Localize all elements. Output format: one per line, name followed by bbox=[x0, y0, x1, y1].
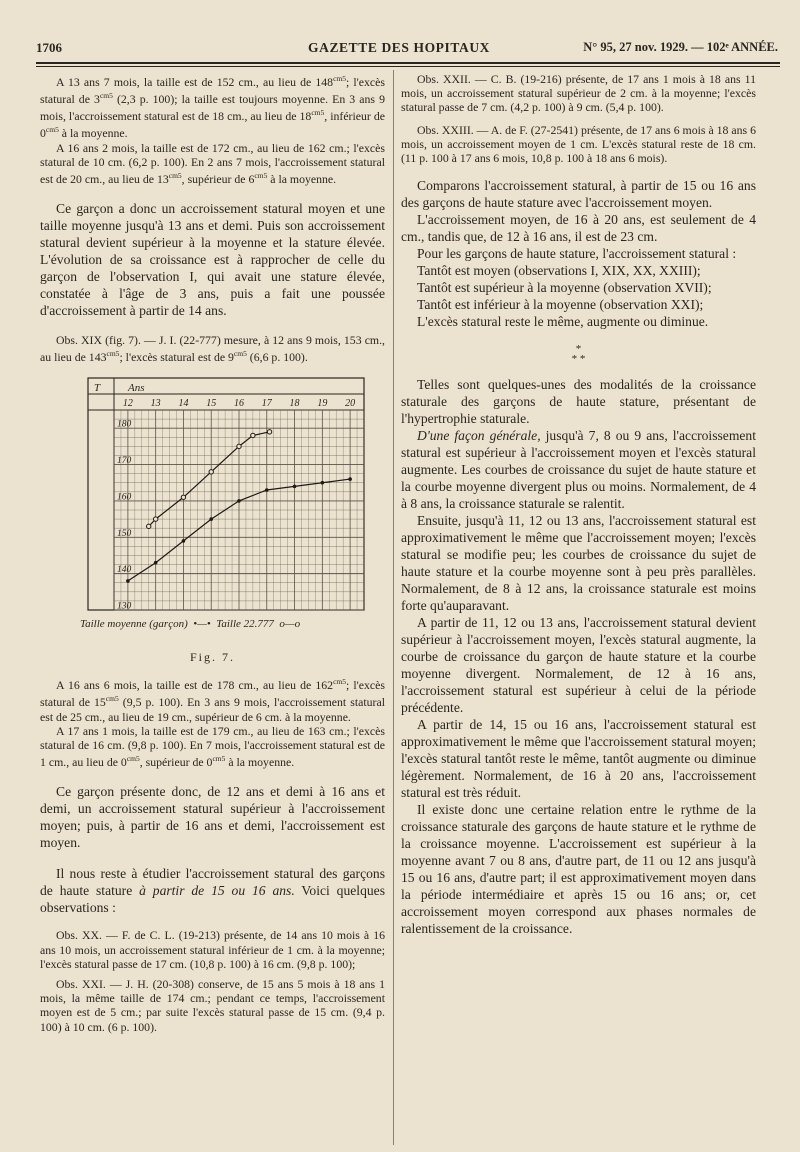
paragraph-right-10: Telles sont quelques-unes des modalités de la croissance staturale des garçons de haute stature, présentant de l'hypertrophie staturale. bbox=[401, 377, 756, 427]
chart-legend bbox=[80, 618, 300, 630]
corner-label: T bbox=[94, 382, 101, 395]
paragraph-left-2: A 16 ans 2 mois, la taille est de 172 cm., au lieu de 162 cm.; l'excès statural de 10 cm. (6,2 p. 100). En 2 ans 7 mois, l'accroissement statural est de 20 cm., au lieu de $13^{cm5}$, supérieur de $6^{cm5}$ à la moyenne. bbox=[40, 140, 385, 186]
y-tick-label: 160 bbox=[117, 492, 132, 503]
page-number: 1706 bbox=[36, 40, 62, 55]
issue-info: N° 95, 27 nov. 1929. — 102ᵉ ANNÉE. bbox=[583, 40, 778, 54]
y-tick-label: 140 bbox=[117, 565, 132, 576]
paragraph-left-6: A 17 ans 1 mois, la taille est de 179 cm., au lieu de 163 cm.; l'excès statural de 16 cm. (9,8 p. 100). En 7 mois, l'accroissement statural est de 1 cm., au lieu de $0^{cm5}$, supérieur de $0^{cm5}$ à la moyenne. bbox=[40, 723, 385, 770]
series-subject-line bbox=[149, 432, 270, 527]
paragraph-right-3: Comparons l'accroissement statural, à partir de 15 ou 16 ans des garçons de haute stature avec l'accroissement moyen. bbox=[401, 178, 756, 211]
subject-point bbox=[237, 445, 241, 449]
paragraph-left-7: Ce garçon présente donc, de 12 ans et demi à 16 ans et demi, un accroissement statural supérieur à l'accroissement moyen; puis, à partir de 16 ans et demi, l'accroissement est moyen. bbox=[40, 784, 385, 851]
paragraph-right-4: L'accroissement moyen, de 16 à 20 ans, est seulement de 4 cm., tandis que, de 12 à 16 ans, il est de 23 cm. bbox=[401, 212, 756, 245]
subject-point bbox=[267, 430, 271, 434]
paragraph-right-5: Pour les garçons de haute stature, l'accroissement statural : bbox=[417, 246, 737, 262]
x-tick-label: 14 bbox=[178, 398, 189, 410]
obs-xxi: Obs. XXI. — J. H. (20-308) conserve, de 15 ans 5 mois à 18 ans 1 mois, la même taille de 174 cm.; pendant ce temps, l'accroissement moyen est de 5 cm.; par suite l'excès statural passe de 15 cm. (9,4 p. 100) à 10 cm. (6 p. 100). bbox=[40, 976, 385, 1034]
obs-xxiii: Obs. XXIII. — A. de F. (27-2541) présente, de 17 ans 6 mois à 18 ans 6 mois, un accroissement moyen de 1 cm. L'excès statural reste de 18 cm. (11 p. 100 à 17 ans 6 mois, 10,8 p. 100 à 18 ans 6 mois). bbox=[401, 122, 756, 166]
header-rule bbox=[36, 62, 780, 64]
column-divider bbox=[393, 70, 394, 1145]
mean-point bbox=[321, 481, 325, 485]
subject-point bbox=[251, 434, 255, 438]
subject-point bbox=[181, 495, 185, 499]
mean-point bbox=[293, 485, 297, 489]
x-tick-label: 16 bbox=[234, 398, 244, 410]
paragraph-right-7: Tantôt est supérieur à la moyenne (observation XVII); bbox=[417, 280, 712, 296]
x-tick-label: 17 bbox=[261, 398, 272, 410]
paragraph-left-3: Ce garçon a donc un accroissement statural moyen et une taille moyenne jusqu'à 13 ans et demi. Puis son accroissement statural devient supérieur à la moyenne et la stature élevée. L'évolution de sa croissance est à rapprocher de celle du garçon de l'observation I, qui avait une stature élevée, constatée à l'âge de 3 ans, puis a fait une poussée d'accroissement à partir de 14 ans. bbox=[40, 201, 385, 319]
subject-point bbox=[209, 470, 213, 474]
mean-point bbox=[209, 518, 213, 522]
x-tick-label: 12 bbox=[122, 398, 133, 410]
mean-point bbox=[126, 579, 130, 583]
obs-xxii: Obs. XXII. — C. B. (19-216) présente, de 17 ans 1 mois à 18 ans 11 mois, un accroissement statural supérieur de 2 cm. à la moyenne; l'excès statural passe de 7 cm. (4,2 p. 100) à 9 cm. (5,4 p. 100). bbox=[401, 72, 756, 115]
legend-mean-marker: •—• bbox=[190, 618, 214, 631]
paragraph-right-13: A partir de 11, 12 ou 13 ans, l'accroissement statural devient supérieur à l'accroissement moyen, l'excès statural augmente, la courbe de croissance du garçon de haute stature et la courbe moyenne divergent. Normalement, de 12 à 16 ans, l'accroissement statural est supérieur à celui de la période précédente. bbox=[401, 615, 756, 716]
mean-point bbox=[265, 489, 269, 493]
mean-point bbox=[237, 499, 241, 503]
y-tick-label: 170 bbox=[117, 456, 132, 467]
legend-subject-marker: o—o bbox=[276, 618, 301, 631]
section-break-stars: * * * bbox=[571, 343, 586, 366]
paragraph-right-12: Ensuite, jusqu'à 11, 12 ou 13 ans, l'accroissement statural est approximativement le même que l'accroissement moyen; l'excès statural se modifie peu; les courbes de croissance du sujet de haute stature et la courbe moyenne sont à peu près parallèles. Normalement, de 8 à 12 ans, la croissance staturale est moins forte qu'auparavant. bbox=[401, 513, 756, 614]
header-rule-thin bbox=[36, 66, 780, 67]
figure-caption: Fig. 7. bbox=[189, 650, 235, 665]
paragraph-left-5: A 16 ans 6 mois, la taille est de 178 cm., au lieu de $162^{cm5}$; l'excès statural de $15^{cm5}$ (9,5 p. 100). En 3 ans 9 mois, l'accroissement statural est de 25 cm., au lieu de 19 cm., supérieur de 6 cm. à la moyenne. bbox=[40, 677, 385, 724]
y-tick-label: 130 bbox=[117, 601, 132, 612]
mean-point bbox=[154, 561, 158, 565]
paragraph-right-11: D'une façon générale, jusqu'à 7, 8 ou 9 ans, l'accroissement statural est supérieur à l'accroissement moyen et l'excès statural augmente. Les courbes de croissance du sujet de haute stature et la courbe moyenne divergent plus ou moins. Normalement, de 4 à 8 ans, la croissance staturale se ralentit. bbox=[401, 428, 756, 512]
obs-xix: Obs. XIX (fig. 7). — J. I. (22-777) mesure, à 12 ans 9 mois, 153 cm., au lieu de $143^{cm5}$; l'excès statural est de $9^{cm5}$ (6,6 p. 100). bbox=[40, 333, 385, 365]
obs-xx: Obs. XX. — F. de C. L. (19-213) présente, de 14 ans 10 mois à 16 ans 10 mois, un accroissement statural inférieur de 1 cm. à la moyenne; l'excès statural passe de 17 cm. (10,8 p. 100) à 16 cm. (9,8 p. 100); bbox=[40, 928, 385, 971]
y-tick-label: 180 bbox=[117, 420, 132, 431]
growth-chart bbox=[84, 372, 384, 617]
legend-mean-label: Taille moyenne (garçon) bbox=[80, 618, 188, 631]
x-tick-label: 18 bbox=[289, 398, 300, 410]
age-header: Ans bbox=[128, 382, 145, 395]
x-tick-label: 19 bbox=[317, 398, 328, 410]
x-tick-label: 13 bbox=[150, 398, 161, 410]
growth-chart-figure bbox=[80, 372, 384, 642]
y-tick-label: 150 bbox=[117, 529, 132, 540]
subject-point bbox=[147, 525, 151, 529]
running-header bbox=[36, 40, 778, 62]
subject-point bbox=[153, 517, 157, 521]
paragraph-left-8: Il nous reste à étudier l'accroissement statural des garçons de haute stature à partir de 15 ou 16 ans. Voici quelques observations : bbox=[40, 866, 385, 916]
paragraph-right-9: L'excès statural reste le même, augmente ou diminue. bbox=[417, 314, 709, 330]
mean-point bbox=[348, 478, 352, 482]
x-tick-label: 20 bbox=[345, 398, 356, 410]
paragraph-right-14: A partir de 14, 15 ou 16 ans, l'accroissement statural est approximativement le même que l'accroissement statural moyen; l'excès statural tantôt reste le même, tantôt augmente ou diminue légèrement. Normalement, de 16 à 20 ans, l'accroissement statural est très réduit. bbox=[401, 717, 756, 801]
left-column bbox=[40, 72, 385, 1034]
legend-subject-label: Taille 22.777 bbox=[216, 618, 274, 631]
paragraph-left-1: A 13 ans 7 mois, la taille est de 152 cm., au lieu de $148^{cm5}$; l'excès statural de $3^{cm5}$ (2,3 p. 100); la taille est toujours moyenne. En 3 ans 9 mois, l'accroissement statural est de 18 cm., au lieu de $18^{cm5}$, inférieur de $0^{cm5}$ à la moyenne. bbox=[40, 74, 386, 141]
mean-point bbox=[182, 539, 186, 543]
paragraph-right-8: Tantôt est inférieur à la moyenne (observation XXI); bbox=[417, 297, 704, 313]
right-column bbox=[401, 72, 756, 937]
journal-title: GAZETTE DES HOPITAUX bbox=[308, 40, 491, 55]
paragraph-right-6: Tantôt est moyen (observations I, XIX, XX, XXIII); bbox=[417, 263, 701, 279]
x-tick-label: 15 bbox=[206, 398, 217, 410]
paragraph-right-15: Il existe donc une certaine relation entre le rythme de la croissance staturale des garçons de haute stature et le rythme de la croissance moyenne. L'accroissement est supérieur à la moyenne avant 7 ou 8 ans, d'autre part, de 11 ou 12 ans jusqu'à 15 ou 16 ans, d'autre part; il est approximativement moyen dans la période intermédiaire et après 15 ou 16 ans; or, cet accroissement moyen correspond aux phases normales de ralentissement de la croissance. bbox=[401, 802, 756, 937]
